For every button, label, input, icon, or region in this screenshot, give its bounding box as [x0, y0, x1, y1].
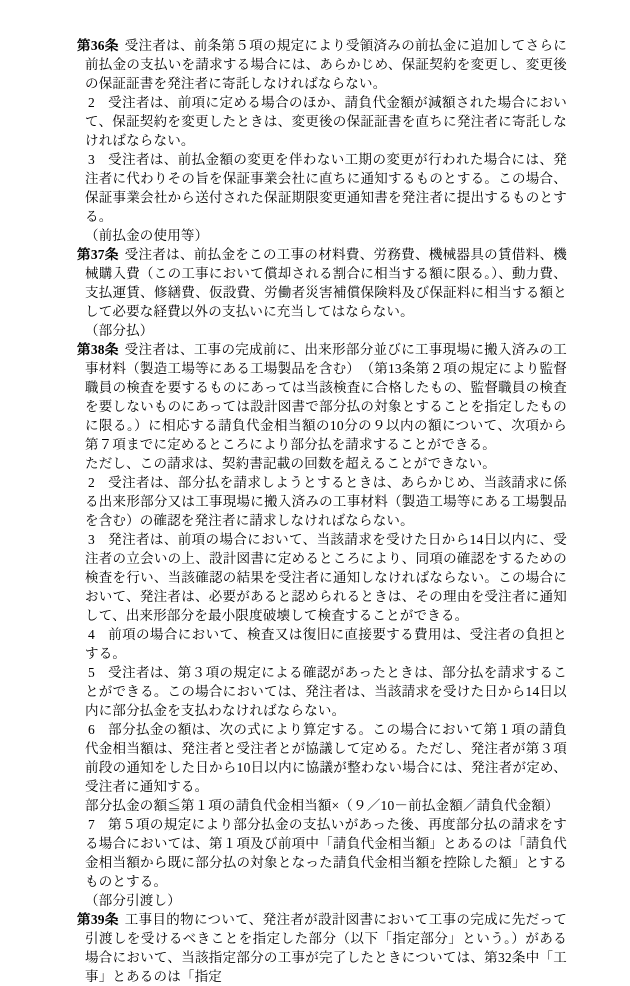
- paragraph-label: 6: [88, 722, 95, 737]
- paragraph-text: 工事目的物について、発注者が設計図書において工事の完成に先だって引渡しを受けるべきことを指定した部分（以下「指定部分」という。）がある場合において、当該指定部分の工事が完了したときについては、第32条中「工事」とあるのは「指定: [85, 912, 567, 984]
- proviso-paragraph: [77, 454, 567, 473]
- paragraph-label: 3: [88, 152, 95, 167]
- paragraph-text: （前払金の使用等）: [85, 228, 209, 243]
- paragraph-text: 前項の場合において、検査又は復旧に直接要する費用は、受注者の負担とする。: [85, 627, 567, 661]
- document-body: [77, 36, 567, 986]
- caption-paragraph: [77, 891, 567, 910]
- paragraph-text: （部分引渡し）: [85, 893, 181, 908]
- paragraph-label: 第39条: [77, 912, 119, 927]
- paragraph-label: 5: [88, 665, 95, 680]
- paragraph-label: 4: [88, 627, 95, 642]
- item-paragraph: [77, 815, 567, 891]
- article-paragraph: [77, 245, 567, 321]
- article-paragraph: [77, 340, 567, 454]
- paragraph-label: 7: [88, 817, 95, 832]
- paragraph-text: 受注者は、第３項の規定による確認があったときは、部分払を請求することができる。この場合においては、発注者は、当該請求を受けた日から14日以内に部分払金を支払わなければならない。: [85, 665, 567, 718]
- paragraph-label: 第38条: [77, 342, 119, 357]
- paragraph-text: 受注者は、工事の完成前に、出来形部分並びに工事現場に搬入済みの工事材料（製造工場等にある工場製品を含む） （第13条第２項の規定により監督職員の検査を要するものにあっては当該検査に合格したもの、監督職員の検査を要しないものにあっては設計図書で部分払の対象とすることを指定したものに限る。）に相応する請負代金相当額の10分の９以内の額について、次項から第７項までに定めるところにより部分払を請求することができる。: [85, 342, 567, 452]
- item-paragraph: [77, 150, 567, 226]
- paragraph-label: 3: [88, 532, 95, 547]
- article-paragraph: [77, 36, 567, 93]
- paragraph-text: 受注者は、前条第５項の規定により受領済みの前払金に追加してさらに前払金の支払いを請求する場合には、あらかじめ、保証契約を変更し、変更後の保証証書を発注者に寄託しなければならない。: [85, 38, 567, 91]
- paragraph-text: 第５項の規定により部分払金の支払いがあった後、再度部分払の請求をする場合においては、第１項及び前項中「請負代金相当額」とあるのは「請負代金相当額から既に部分払の対象となった請負代金相当額を控除した額」とするものとする。: [85, 817, 567, 889]
- caption-paragraph: [77, 226, 567, 245]
- paragraph-label: 第37条: [77, 247, 119, 262]
- paragraph-text: 受注者は、前払金をこの工事の材料費、労務費、機械器具の賃借料、機械購入費（この工事において償却される割合に相当する額に限る。）、動力費、支払運賃、修繕費、仮設費、労働者災害補償保険料及び保証料に相当する額として必要な経費以外の支払いに充当してはならない。: [85, 247, 567, 319]
- item-paragraph: [77, 473, 567, 530]
- paragraph-text: 部分払金の額は、次の式により算定する。この場合において第１項の請負代金相当額は、発注者と受注者とが協議して定める。ただし、発注者が第３項前段の通知をした日から10日以内に協議が整わない場合には、発注者が定め、受注者に通知する。: [85, 722, 567, 794]
- paragraph-text: 発注者は、前項の場合において、当該請求を受けた日から14日以内に、受注者の立会いの上、設計図書に定めるところにより、同項の確認をするための検査を行い、当該確認の結果を受注者に通知しなければならない。この場合において、発注者は、必要があると認められるときは、その理由を受注者に通知して、出来形部分を最小限度破壊して検査することができる。: [85, 532, 567, 623]
- paragraph-text: 受注者は、部分払を請求しようとするときは、あらかじめ、当該請求に係る出来形部分又は工事現場に搬入済みの工事材料（製造工場等にある工場製品を含む）の確認を発注者に請求しなければならない。: [85, 475, 567, 528]
- item-paragraph: [77, 530, 567, 625]
- item-paragraph: [77, 720, 567, 796]
- paragraph-label: 2: [88, 475, 95, 490]
- paragraph-label: 第36条: [77, 38, 119, 53]
- item-paragraph: [77, 663, 567, 720]
- caption-paragraph: [77, 321, 567, 340]
- paragraph-text: 受注者は、前項に定める場合のほか、請負代金額が減額された場合において、保証契約を変更したときは、変更後の保証証書を直ちに発注者に寄託しなければならない。: [85, 95, 567, 148]
- paragraph-text: 受注者は、前払金額の変更を伴わない工期の変更が行われた場合には、発注者に代わりその旨を保証事業会社に直ちに通知するものとする。この場合、保証事業会社から送付された保証期限変更通知書を発注者に提出するものとする。: [85, 152, 567, 224]
- article-paragraph: [77, 910, 567, 986]
- paragraph-text: ただし、この請求は、契約書記載の回数を超えることができない。: [85, 456, 496, 471]
- paragraph-label: 2: [88, 95, 95, 110]
- formula-paragraph: [77, 796, 567, 815]
- item-paragraph: [77, 93, 567, 150]
- paragraph-text: 部分払金の額≦第１項の請負代金相当額×（９／10－前払金額／請負代金額）: [85, 798, 559, 813]
- item-paragraph: [77, 625, 567, 663]
- paragraph-text: （部分払）: [85, 323, 154, 338]
